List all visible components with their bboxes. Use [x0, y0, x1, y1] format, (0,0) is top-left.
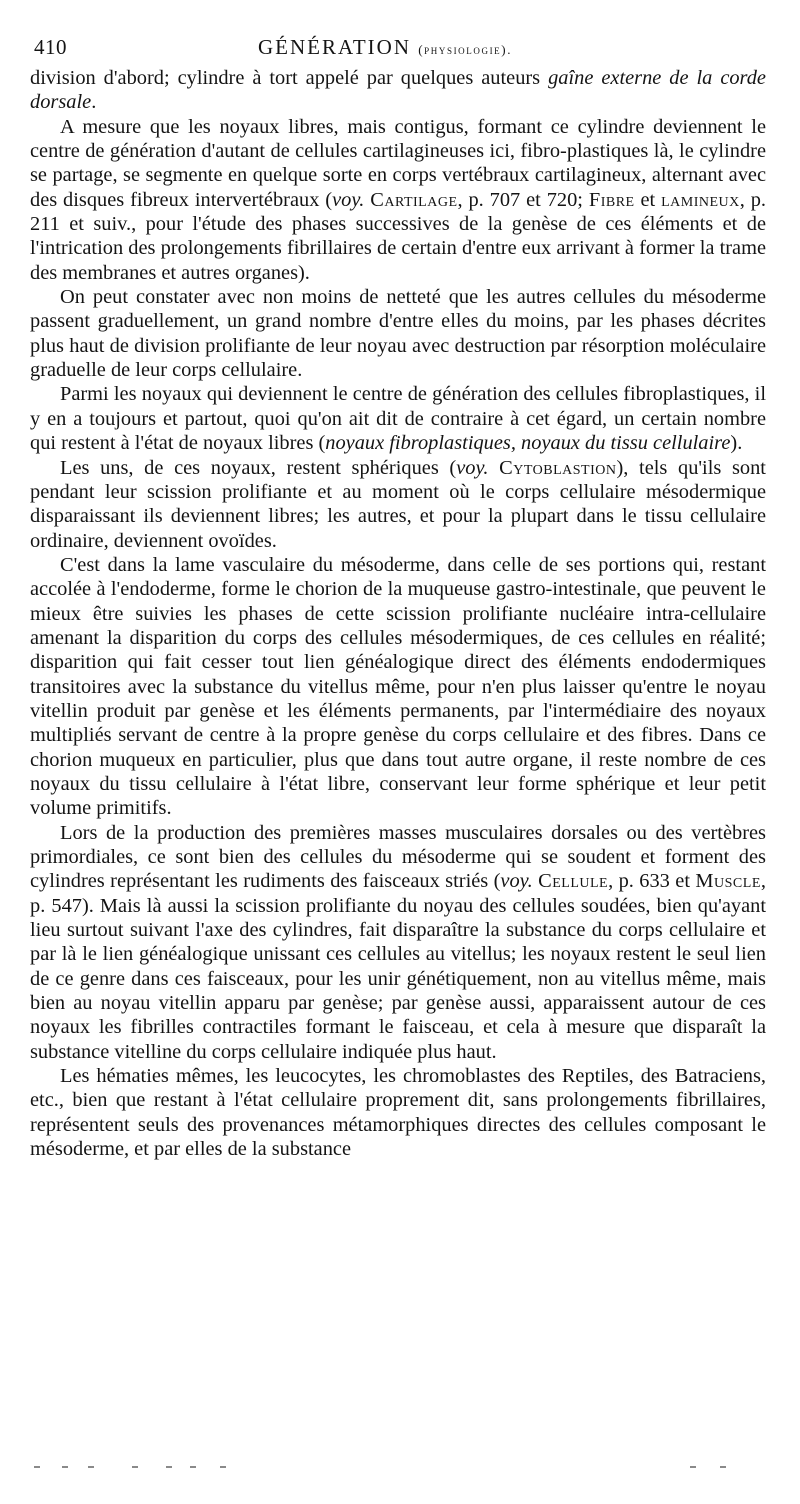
- paragraph: [30, 456, 766, 553]
- paragraph: [30, 553, 766, 821]
- text-run: Les hématies mêmes, les leucocytes, les chromoblastes des Reptiles, des Batraciens, etc., bien que restant à l'état cellulaire proprement dit, sans prolongements fibrillaires, représentent seuls des provenances métamorphiques directes des cellules composant le mésoderme, et par elles de la substance: [30, 1065, 766, 1161]
- page-number: 410: [34, 35, 67, 59]
- document-page: [30, 28, 766, 1161]
- text-run: .: [91, 91, 97, 114]
- paragraph: [30, 66, 766, 115]
- text-run: [488, 457, 499, 479]
- paragraph: [30, 382, 766, 455]
- text-run: Les uns, de ces noyaux, restent sphériques (: [60, 456, 457, 479]
- paragraph: [30, 115, 766, 285]
- running-title-main: GÉNÉRATION: [258, 35, 411, 59]
- text-run: , p. 633 et: [608, 870, 696, 893]
- paragraph: [30, 821, 766, 1064]
- paragraph: [30, 1064, 766, 1161]
- running-header: [30, 28, 766, 66]
- italic-text: voy.: [456, 456, 489, 479]
- bottom-scan-marks: [30, 1462, 766, 1472]
- text-run: On peut constater avec non moins de netteté que les autres cellules du mésoderme passent graduellement, un grand nombre d'entre elles du moins, par les phases décrites plus haut de division prolifiante de leur noyau avec destruction par résorption moléculaire graduelle de leur corps cellulaire.: [30, 286, 766, 382]
- italic-text: gaîne externe de la corde dorsale: [30, 67, 766, 114]
- italic-text: voy.: [332, 188, 365, 211]
- italic-text: noyaux fibroplastiques, noyaux du tissu cellulaire: [325, 432, 731, 455]
- small-caps-reference: Muscle: [695, 870, 761, 893]
- running-title: [258, 28, 512, 69]
- text-run: , p. 211 et suiv., pour l'étude des phases successives de la genèse de ces éléments et de l'intrication des prolongements fibrillaires de certain d'entre eux arrivant à former la trame des membranes et autres organes).: [30, 188, 767, 284]
- small-caps-reference: Cytoblastion: [499, 456, 617, 479]
- text-run: , p. 707 et 720;: [457, 188, 589, 211]
- body-text: [30, 66, 766, 1161]
- text-run: Lors de la production des premières masses musculaires dorsales ou des vertèbres primordiales, ce sont bien des cellules du mésoderme qui se soudent et forment des cylindres représentant les rudiments des faisceaux striés (: [30, 821, 766, 893]
- text-run: et: [634, 188, 662, 211]
- text-run: A mesure que les noyaux libres, mais contigus, formant ce cylindre deviennent le centre de génération d'autant de cellules cartilagineuses ici, fibro-plastiques là, le cylindre se partage, se segmente en quelque sorte en corps vertébraux cartilagineux, alternant avec des disques fibreux intervertébraux (: [30, 115, 766, 211]
- text-run: ), tels qu'ils sont pendant leur scission prolifiante et au moment où le corps cellulaire mésodermique disparaissant ils deviennent libres; les autres, et pour la plupart dans le tissu cellulaire ordinaire, deviennent ovoïdes.: [30, 456, 766, 552]
- small-caps-reference: Cellule: [538, 870, 609, 893]
- paragraph: [30, 285, 766, 382]
- text-run: , p. 547). Mais là aussi la scission prolifiante du noyau des cellules soudées, bien qu'ayant lieu surtout suivant l'axe des cylindres, fait disparaître la substance du corps cellulaire et par là le lien généalogique unissant ces cellules au vitellus; les noyaux restent le seul lien de ce genre dans ces faisceaux, pour les unir génétiquement, non au vitellus même, mais bien au noyau vitellin apparu par genèse; par genèse aussi, apparaissent autour de ces noyaux les fibrilles contractiles formant le faisceau, et cela à mesure que disparaît la substance vitelline du corps cellulaire indiquée plus haut.: [30, 870, 766, 1063]
- italic-text: voy.: [500, 870, 533, 893]
- text-run: division d'abord; cylindre à tort appelé par quelques auteurs: [30, 67, 549, 89]
- running-title-subtitle: (physiologie).: [418, 42, 513, 57]
- small-caps-reference: lamineux: [661, 188, 740, 211]
- text-run: Parmi les noyaux qui deviennent le centre de génération des cellules fibroplastiques, il y en a toujours et partout, quoi qu'on ait dit de contraire à cet égard, un certain nombre qui restent à l'état de noyaux libres (: [30, 383, 766, 455]
- small-caps-reference: Fibre: [588, 188, 635, 211]
- text-run: ).: [730, 432, 743, 455]
- small-caps-reference: Cartilage: [370, 188, 458, 211]
- text-run: C'est dans la lame vasculaire du mésoderme, dans celle de ses portions qui, restant accolée à l'endoderme, forme le chorion de la muqueuse gastro-intestinale, que peuvent le mieux être suivies les phases de cette scission prolifiante nucléaire intra-cellulaire amenant la disparition du corps des cellules mésodermiques, de ces cellules en réalité; disparition qui fait cesser tout lien généalogique direct des éléments endodermiques transitoires avec la substance du vitellus même, pour n'en plus laisser qu'entre le noyau vitellin produit par genèse et les éléments permanents, par l'intermédiaire des noyaux multipliés servant de centre à la propre genèse du corps cellulaire et des fibres. Dans ce chorion muqueux en particulier, plus que dans tout autre organe, il reste nombre de ces noyaux du tissu cellulaire à l'état libre, conservant leur forme sphérique et leur petit volume primitifs.: [30, 553, 766, 820]
